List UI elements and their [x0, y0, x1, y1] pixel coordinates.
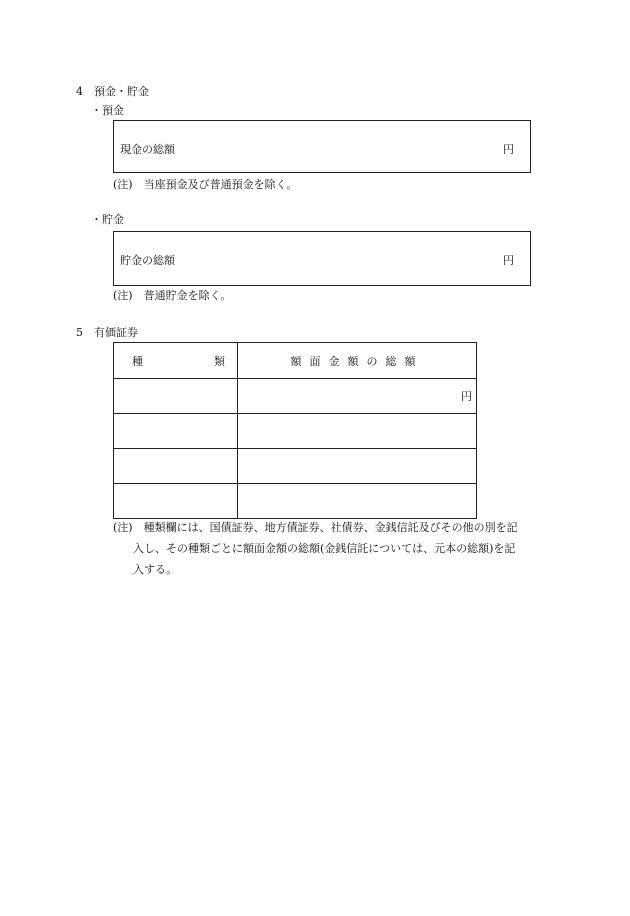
- deposit-subheading: ・預金: [91, 104, 124, 117]
- type-cell[interactable]: [114, 484, 238, 519]
- header-type: [114, 343, 238, 379]
- table-row: [114, 484, 477, 519]
- type-cell[interactable]: [114, 414, 238, 449]
- table-row: [114, 379, 477, 414]
- section4-heading: 4 預金・貯金: [76, 85, 149, 98]
- deposit-total-box[interactable]: [113, 120, 531, 173]
- savings-total-label: 貯金の総額: [120, 254, 175, 267]
- type-cell[interactable]: [114, 449, 238, 484]
- section5-heading: 5 有価証券: [76, 326, 138, 339]
- securities-note-line1: (注) 種類欄には、国債証券、地方債証券、社債券、金銭信託及びその他の別を記: [113, 521, 518, 534]
- type-cell[interactable]: [114, 379, 238, 414]
- savings-total-unit: 円: [503, 254, 514, 267]
- total-cell[interactable]: [238, 449, 477, 484]
- deposit-total-unit: 円: [503, 143, 514, 156]
- deposit-total-label: 現金の総額: [120, 143, 175, 156]
- deposit-note: (注) 当座預金及び普通預金を除く。: [113, 178, 298, 191]
- header-type-right: 類: [214, 354, 225, 368]
- savings-total-box[interactable]: [113, 231, 531, 286]
- total-cell[interactable]: [238, 379, 477, 414]
- securities-note-line3: 入する。: [133, 563, 177, 576]
- savings-note: (注) 普通貯金を除く。: [113, 289, 232, 302]
- total-unit: 円: [461, 390, 472, 403]
- securities-note-line2: 入し、その種類ごとに額面金額の総額(金銭信託については、元本の総額)を記: [133, 542, 516, 555]
- table-row: [114, 414, 477, 449]
- table-header-row: [114, 343, 477, 379]
- table-row: [114, 449, 477, 484]
- total-cell[interactable]: [238, 414, 477, 449]
- total-cell[interactable]: [238, 484, 477, 519]
- header-total: 額面金額の総額: [238, 343, 477, 379]
- securities-table: [113, 342, 477, 519]
- savings-subheading: ・貯金: [91, 213, 124, 226]
- header-type-left: 種: [132, 354, 143, 368]
